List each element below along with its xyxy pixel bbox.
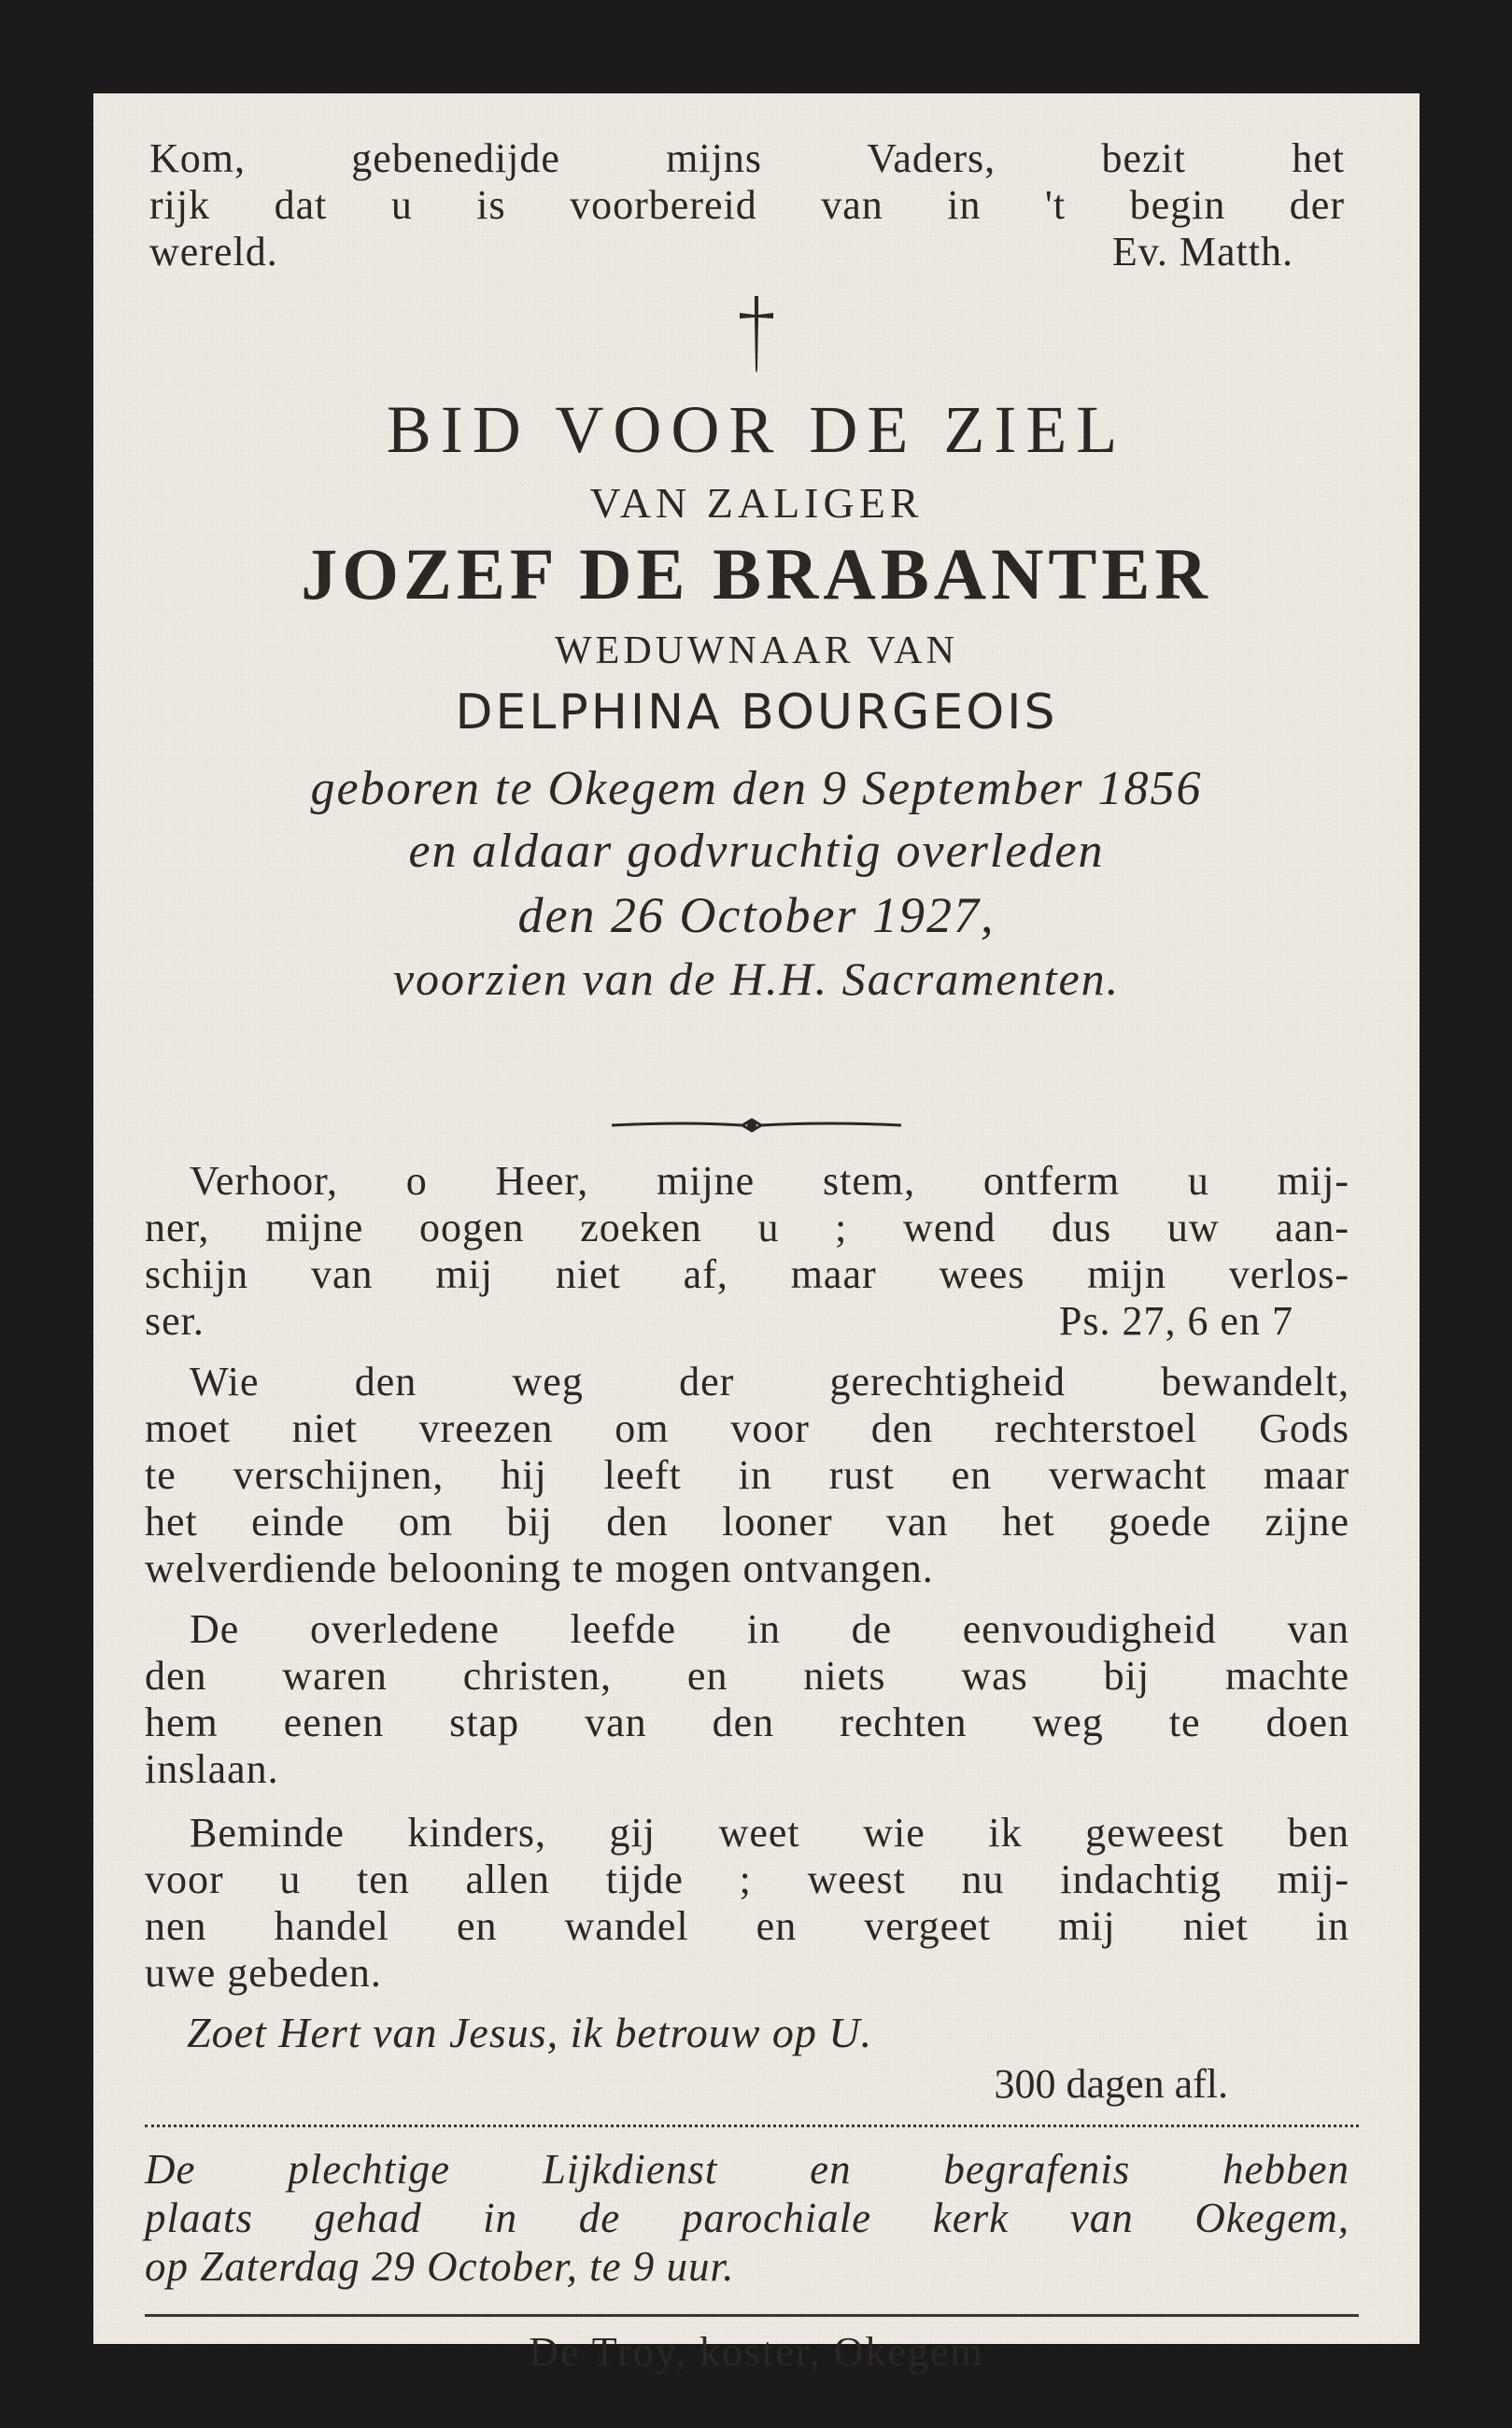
prayer-line: hem eenen stap van den rechten weg te doen <box>145 1700 1349 1745</box>
psalm-reference: Ps. 27, 6 en 7 <box>1058 1298 1293 1344</box>
prayer-line: te verschijnen, hij leeft in rust en verwacht maar <box>145 1452 1349 1498</box>
prayer-line: De overledene leefde in de eenvoudigheid van <box>190 1606 1349 1652</box>
prayer-line: inslaan. <box>145 1746 279 1792</box>
indulgence: 300 dagen afl. <box>994 2061 1228 2107</box>
divider-ornament <box>612 1116 901 1135</box>
death-date: den 26 October 1927, <box>517 887 996 943</box>
prayer-line: Beminde kinders, gij weet wie ik geweest ben <box>190 1810 1349 1856</box>
invocation: Zoet Hert van Jesus, ik betrouw op U. <box>187 2009 873 2056</box>
prayer-line: moet niet vreezen om voor den rechterstoel Gods <box>145 1405 1349 1451</box>
prayer-line: Wie den weg der gerechtigheid bewandelt, <box>190 1359 1349 1405</box>
widower-label: WEDUWNAAR VAN <box>555 629 958 672</box>
solid-divider <box>145 2314 1359 2317</box>
van-zaliger: VAN ZALIGER <box>589 479 924 527</box>
cross-icon <box>736 294 777 378</box>
bid-heading: BID VOOR DE ZIEL <box>386 392 1127 467</box>
deceased-name: JOZEF DE BRABANTER <box>301 533 1212 614</box>
prayer-line: Verhoor, o Heer, mijne stem, ontferm u mij- <box>190 1158 1349 1204</box>
prayer-line: nen handel en wandel en vergeet mij niet in <box>145 1903 1349 1949</box>
prayer-line: ser. <box>145 1298 205 1344</box>
prayer-line: schijn van mij niet af, maar wees mijn verlos- <box>145 1251 1349 1297</box>
quote-line: Kom, gebenedijde mijns Vaders, bezit het <box>149 135 1345 181</box>
quote-source: Ev. Matth. <box>1111 229 1293 275</box>
funeral-line: op Zaterdag 29 October, te 9 uur. <box>145 2243 735 2290</box>
prayer-line: uwe gebeden. <box>145 1950 382 1996</box>
sacraments-line: voorzien van de H.H. Sacramenten. <box>392 953 1121 1005</box>
birth-line: geboren te Okegem den 9 September 1856 <box>310 762 1203 815</box>
memorial-card-paper <box>93 93 1420 2375</box>
dotted-divider <box>145 2124 1359 2127</box>
quote-line: wereld. <box>149 229 278 275</box>
prayer-line: ner, mijne oogen zoeken u ; wend dus uw aan- <box>145 1205 1349 1250</box>
prayer-line: voor u ten allen tijde ; weest nu indachtig mij- <box>145 1856 1349 1902</box>
death-line: en aldaar godvruchtig overleden <box>408 825 1105 878</box>
prayer-line: het einde om bij den looner van het goede zijne <box>145 1499 1349 1545</box>
quote-line: rijk dat u is voorbereid van in 't begin der <box>149 182 1345 228</box>
funeral-line: plaats gehad in de parochiale kerk van Okegem, <box>145 2195 1349 2241</box>
printer-credit: De Troy, koster, Okegem <box>529 2329 984 2375</box>
prayer-line: den waren christen, en niets was bij machte <box>145 1653 1349 1699</box>
funeral-line: De plechtige Lijkdienst en begrafenis hebben <box>145 2146 1349 2193</box>
prayer-line: welverdiende belooning te mogen ontvangen. <box>145 1546 934 1591</box>
spouse-name: DELPHINA BOURGEOIS <box>455 685 1058 741</box>
